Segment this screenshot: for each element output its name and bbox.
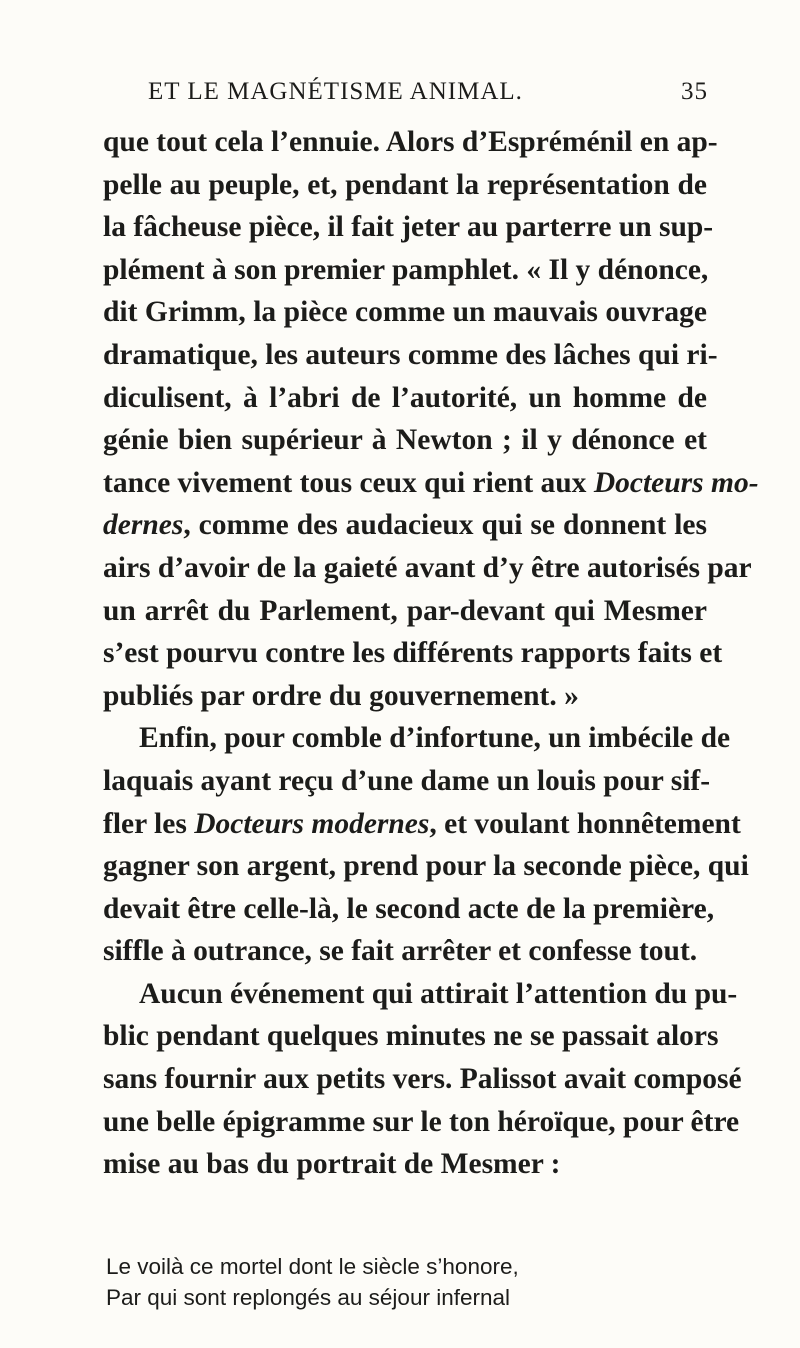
text-line: plément à son premier pamphlet. « Il y dénonce, <box>103 253 709 286</box>
text-line: mise au bas du portrait de Mesmer : <box>103 1148 561 1181</box>
page-number: 35 <box>681 78 708 105</box>
text-line: blic pendant quelques minutes ne se passait alors <box>103 1020 719 1053</box>
text-line: dit Grimm, la pièce comme un mauvais ouvrage <box>103 296 707 329</box>
text-line: gagner son argent, prend pour la seconde pièce, qui <box>103 850 749 883</box>
text-line: une belle épigramme sur le ton héroïque, pour être <box>103 1105 740 1138</box>
text-line: fler les Docteurs modernes, et voulant honnêtement <box>103 807 741 840</box>
text-line: diculisent, à l’abri de l’autorité, un homme de <box>103 381 707 414</box>
text-line: Aucun événement qui attirait l’attention du pu- <box>139 977 738 1010</box>
running-title: ET LE MAGNÉTISME ANIMAL. <box>148 78 523 105</box>
verse-line: Le voilà ce mortel dont le siècle s’honore, <box>106 1254 519 1279</box>
text-line: dernes, comme des audacieux qui se donnent les <box>103 509 707 542</box>
text-line: Enfin, pour comble d’infortune, un imbécile de <box>139 722 731 755</box>
body-text <box>103 121 759 1186</box>
text-line: devait être celle-là, le second acte de la première, <box>103 892 715 925</box>
text-line: dramatique, les auteurs comme des lâches qui ri- <box>103 338 718 371</box>
text-line: la fâcheuse pièce, il fait jeter au parterre un sup- <box>103 211 714 244</box>
text-line: publiés par ordre du gouvernement. » <box>103 679 579 712</box>
italic-title: Docteurs modernes <box>194 807 430 840</box>
verse-line: Par qui sont replongés au séjour infernal <box>106 1285 511 1310</box>
italic-title: dernes <box>103 509 184 542</box>
text-line: s’est pourvu contre les différents rapports faits et <box>103 637 723 670</box>
text-line: génie bien supérieur à Newton ; il y dénonce et <box>103 424 707 457</box>
text-line: pelle au peuple, et, pendant la représentation de <box>103 168 707 201</box>
text-line: airs d’avoir de la gaieté avant d’y être autorisés par <box>103 551 752 584</box>
italic-title: Docteurs mo- <box>593 466 759 499</box>
text-line: sans fournir aux petits vers. Palissot avait composé <box>103 1063 742 1096</box>
text-line: que tout cela l’ennuie. Alors d’Espréménil en ap- <box>103 126 718 158</box>
text-line: siffle à outrance, se fait arrêter et confesse tout. <box>103 935 698 968</box>
epigram-verse <box>106 1251 519 1313</box>
text-line: laquais ayant reçu d’une dame un louis pour sif- <box>103 764 711 797</box>
text-line: un arrêt du Parlement, par-devant qui Mesmer <box>103 594 707 627</box>
text-line: tance vivement tous ceux qui rient aux Docteurs mo- <box>103 466 759 499</box>
